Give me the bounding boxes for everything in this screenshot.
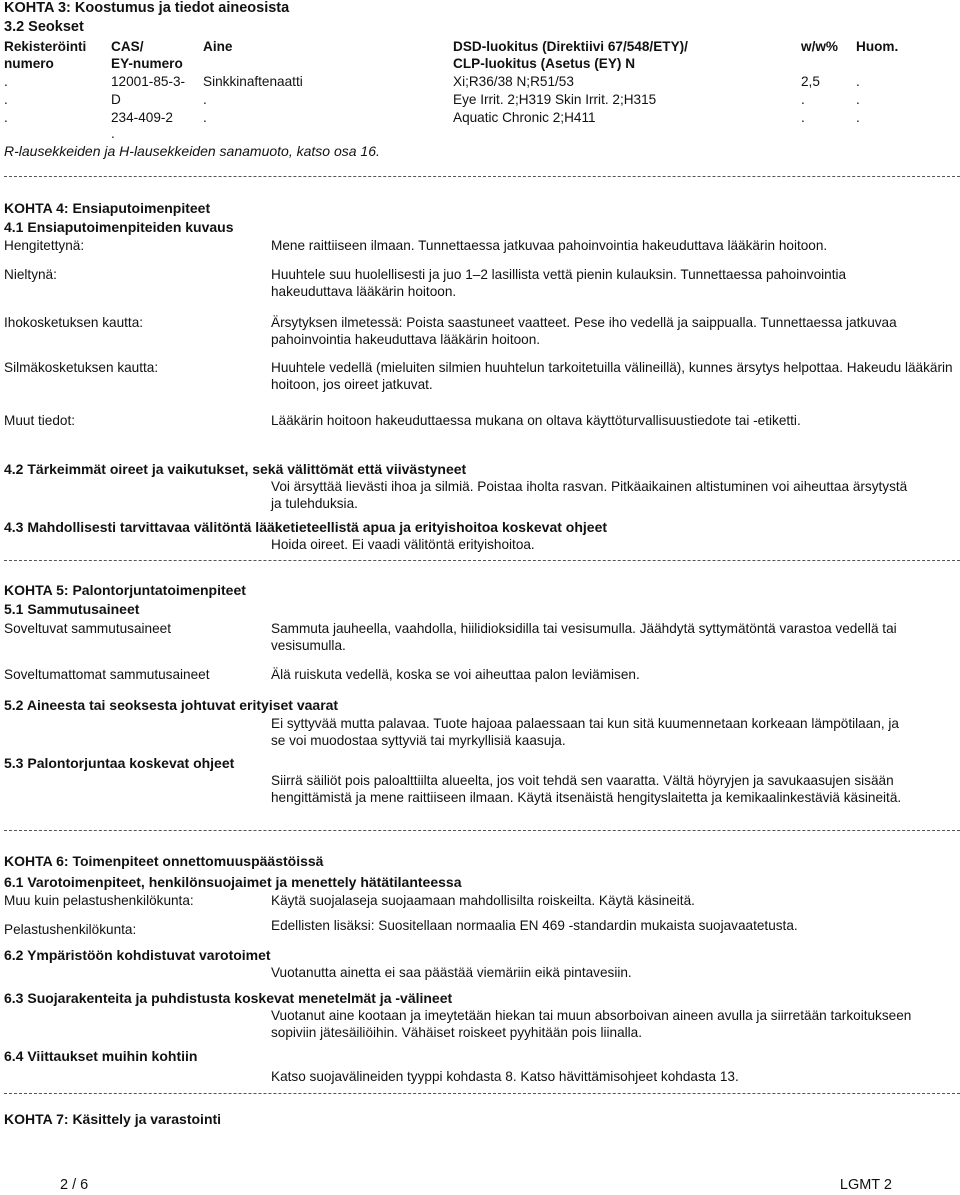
row-cas: . — [111, 126, 115, 141]
extinguishing-label-suitable: Soveltuvat sammutusaineet — [4, 621, 171, 636]
row-registration: . — [4, 110, 8, 125]
section5-title: KOHTA 5: Palontorjuntatoimenpiteet — [4, 582, 246, 598]
first-aid-text-other: Lääkärin hoitoon hakeuduttaessa mukana on oltava käyttöturvallisuustiedote tai -etiketti. — [271, 413, 801, 428]
section4-2-text: Voi ärsyttää lievästi ihoa ja silmiä. Poistaa iholta rasvan. Pitkäaikainen altistuminen voi aiheuttaa ärsytystä ja tulehduksia. — [271, 479, 908, 511]
section-divider — [4, 176, 960, 177]
first-aid-label-ingestion: Nieltynä: — [4, 267, 57, 282]
section3-subtitle: 3.2 Seokset — [4, 19, 84, 35]
first-aid-text-skin: Ärsytyksen ilmetessä: Poista saastuneet vaatteet. Pese iho vedellä ja saippualla. Tunnettaessa jatkuvaa pahoinvointia hakeuduttava lääkärin hoitoon. — [271, 315, 897, 347]
row-note: . — [856, 110, 860, 125]
extinguishing-label-unsuitable: Soveltumattomat sammutusaineet — [4, 667, 210, 682]
section-divider — [4, 560, 960, 561]
first-aid-label-skin: Ihokosketuksen kautta: — [4, 315, 144, 330]
row-cas: 12001-85-3- — [111, 74, 186, 89]
precautions-label-emergency: Pelastushenkilökunta: — [4, 922, 137, 937]
row-weight-percent: . — [801, 110, 805, 125]
header-clp-classification: CLP-luokitus (Asetus (EY) N — [453, 56, 636, 71]
first-aid-text-inhalation: Mene raittiiseen ilmaan. Tunnettaessa jatkuvaa pahoinvointia hakeuduttava lääkärin hoitoon. — [271, 238, 828, 253]
section6-2-text: Vuotanutta ainetta ei saa päästää viemäriin eikä pintavesiin. — [271, 965, 632, 980]
header-registration-number: numero — [4, 56, 54, 71]
precautions-text-emergency: Edellisten lisäksi: Suositellaan normaalia EN 469 -standardin mukaista suojavaatetusta. — [271, 918, 798, 933]
section5-2-text: Ei syttyvää mutta palavaa. Tuote hajoaa palaessaan tai kun sitä kuumennetaan korkeaan lämpötilaan, ja se voi muodostaa syttyviä tai myrkyllisiä kaasuja. — [271, 716, 899, 748]
section6-title: KOHTA 6: Toimenpiteet onnettomuuspäästöissä — [4, 853, 324, 869]
row-classification: Xi;R36/38 N;R51/53 — [453, 74, 574, 89]
header-weight-percent: w/w% — [801, 39, 839, 54]
section4-1-heading: 4.1 Ensiaputoimenpiteiden kuvaus — [4, 219, 234, 235]
row-weight-percent: . — [801, 92, 805, 107]
row-registration: . — [4, 92, 8, 107]
document-id: LGMT 2 — [839, 1177, 892, 1193]
section4-2-heading: 4.2 Tärkeimmät oireet ja vaikutukset, sekä välittömät että viivästyneet — [4, 461, 467, 477]
section4-3-text: Hoida oireet. Ei vaadi välitöntä erityishoitoa. — [271, 537, 535, 552]
section4-title: KOHTA 4: Ensiaputoimenpiteet — [4, 200, 211, 216]
section6-2-heading: 6.2 Ympäristöön kohdistuvat varotoimet — [4, 947, 271, 963]
section6-3-heading: 6.3 Suojarakenteita ja puhdistusta koskevat menetelmät ja -välineet — [4, 990, 453, 1006]
section6-4-heading: 6.4 Viittaukset muihin kohtiin — [4, 1048, 198, 1064]
extinguishing-text-unsuitable: Älä ruiskuta vedellä, koska se voi aiheuttaa palon leviämisen. — [271, 667, 640, 682]
section5-3-text: Siirrä säiliöt pois paloalttiilta alueelta, jos voit tehdä sen vaaratta. Vältä höyryjen ja savukaasujen sisään hengittämistä ja mene raittiiseen ilmaan. Käytä itsenäistä hengityslaitetta ja kemikaalinkestäviä käsineitä. — [271, 773, 902, 805]
header-cas: CAS/ — [111, 39, 144, 54]
section-divider — [4, 1093, 960, 1094]
section-divider — [4, 830, 960, 831]
row-classification: Eye Irrit. 2;H319 Skin Irrit. 2;H315 — [453, 92, 657, 107]
header-note: Huom. — [856, 39, 899, 54]
header-dsd-classification: DSD-luokitus (Direktiivi 67/548/ETY)/ — [453, 39, 688, 54]
section3-title: KOHTA 3: Koostumus ja tiedot aineosista — [4, 0, 290, 16]
first-aid-label-inhalation: Hengitettynä: — [4, 238, 85, 253]
row-substance: . — [203, 110, 207, 125]
page-number: 2 / 6 — [60, 1177, 89, 1193]
first-aid-label-other: Muut tiedot: — [4, 413, 76, 428]
section6-1-heading: 6.1 Varotoimenpiteet, henkilönsuojaimet ja menettely hätätilanteessa — [4, 874, 462, 890]
row-substance: Sinkkinaftenaatti — [203, 74, 303, 89]
section6-4-text: Katso suojavälineiden tyyppi kohdasta 8. Katso hävittämisohjeet kohdasta 13. — [271, 1069, 739, 1084]
section5-1-heading: 5.1 Sammutusaineet — [4, 601, 140, 617]
section5-3-heading: 5.3 Palontorjuntaa koskevat ohjeet — [4, 755, 235, 771]
extinguishing-text-suitable: Sammuta jauheella, vaahdolla, hiilidioksidilla tai vesisumulla. Jäähdytä syttymätöntä varastoa vedellä tai vesisumulla. — [271, 621, 897, 653]
header-registration: Rekisteröinti — [4, 39, 87, 54]
row-classification: Aquatic Chronic 2;H411 — [453, 110, 596, 125]
first-aid-text-eyes: Huuhtele vedellä (mieluiten silmien huuhtelun tarkoitetuilla välineillä), kunnes ärsytys helpottaa. Hakeudu lääkärin hoitoon, jos oireet jatkuvat. — [271, 360, 953, 392]
first-aid-text-ingestion: Huuhtele suu huolellisesti ja juo 1–2 lasillista vettä pienin kulauksin. Tunnettaessa pahoinvointia hakeuduttava lääkärin hoitoon. — [271, 267, 847, 299]
row-cas: 234-409-2 — [111, 110, 173, 125]
header-ec-number: EY-numero — [111, 56, 183, 71]
section4-3-heading: 4.3 Mahdollisesti tarvittavaa välitöntä lääketieteellistä apua ja erityishoitoa koskevat ohjeet — [4, 519, 608, 535]
section5-2-heading: 5.2 Aineesta tai seoksesta johtuvat erityiset vaarat — [4, 697, 339, 713]
header-substance: Aine — [203, 39, 233, 54]
phrases-reference-note: R-lausekkeiden ja H-lausekkeiden sanamuoto, katso osa 16. — [4, 143, 380, 159]
row-cas: D — [111, 92, 121, 107]
row-substance: . — [203, 92, 207, 107]
row-note: . — [856, 92, 860, 107]
row-note: . — [856, 74, 860, 89]
precautions-text-non-emergency: Käytä suojalaseja suojaamaan mahdollisilta roiskeilta. Käytä käsineitä. — [271, 893, 695, 908]
row-weight-percent: 2,5 — [801, 74, 820, 89]
section7-title: KOHTA 7: Käsittely ja varastointi — [4, 1111, 222, 1127]
section6-3-text: Vuotanut aine kootaan ja imeytetään hiekan tai muun absorboivan aineen avulla ja siirretään tarkoitukseen sopiviin jätesäiliöihin. Vähäiset roiskeet pyyhitään pois liinalla. — [271, 1008, 912, 1040]
row-registration: . — [4, 74, 8, 89]
first-aid-label-eyes: Silmäkosketuksen kautta: — [4, 360, 159, 375]
precautions-label-non-emergency: Muu kuin pelastushenkilökunta: — [4, 893, 194, 908]
